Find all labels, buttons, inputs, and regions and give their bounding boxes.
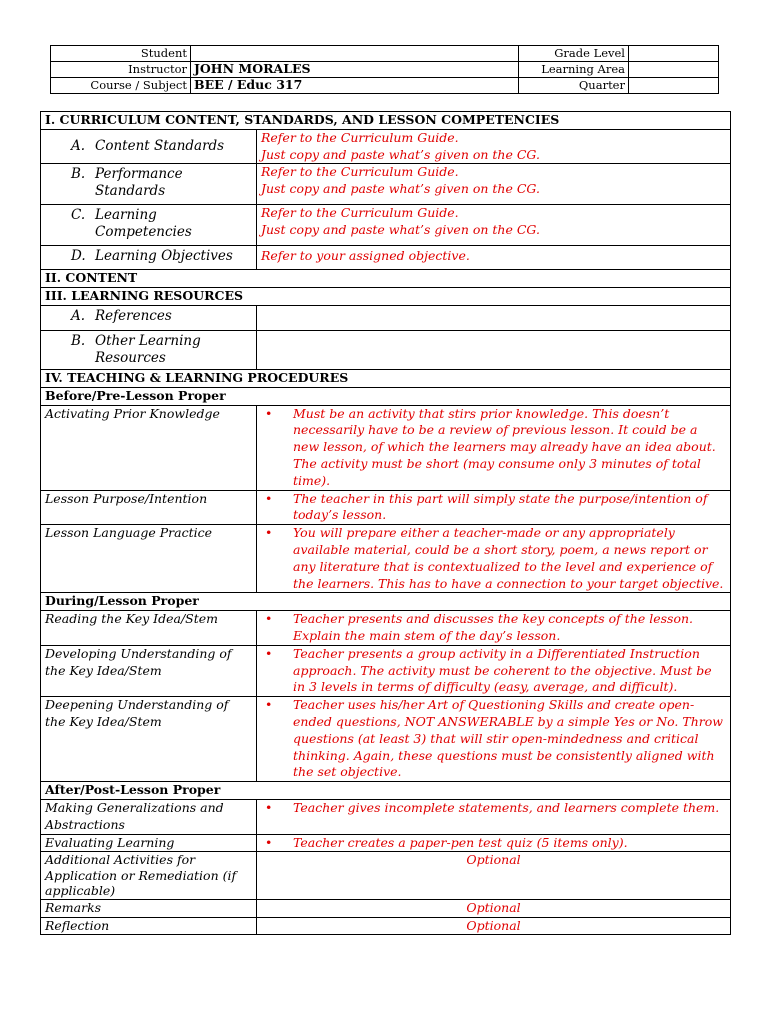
references-value[interactable] (257, 305, 731, 330)
guide-line: Refer to your assigned objective. (261, 248, 470, 264)
course-label: Course / Subject (51, 78, 191, 94)
bullet-item (261, 835, 726, 852)
procedure-label: Additional Activities for Application or Remediation (if applicable) (41, 852, 257, 900)
procedure-label: Evaluating Learning (41, 834, 257, 852)
section-row (41, 782, 731, 800)
procedure-text: Teacher presents a group activity in a Differentiated Instruction approach. The activity must be coherent to the objective. Must be in 3 levels in terms of difficulty (easy, average, and difficult). (293, 645, 712, 695)
table-row (41, 852, 731, 900)
bullet-icon: • (265, 611, 273, 627)
performance-standards-cell (41, 164, 257, 205)
guide-line: Refer to the Curriculum Guide. (261, 205, 459, 221)
quarter-label: Quarter (519, 78, 629, 94)
bullet-icon: • (265, 490, 273, 506)
procedure-guide (257, 490, 731, 525)
guide-line: Just copy and paste what’s given on the CG. (261, 146, 540, 162)
table-row (41, 834, 731, 852)
references-label: References (95, 307, 172, 324)
header-info-table (50, 45, 719, 94)
bullet-item (261, 406, 726, 490)
item-letter: D. (71, 248, 86, 265)
header-row-instructor (51, 62, 719, 78)
header-row-student (51, 46, 719, 62)
bullet-item (261, 525, 726, 592)
bullet-item (261, 800, 726, 817)
procedure-guide (257, 697, 731, 782)
procedure-text: Teacher gives incomplete statements, and learners complete them. (293, 799, 720, 815)
table-row (41, 525, 731, 593)
optional-text: Optional (257, 917, 731, 935)
section-row (41, 288, 731, 306)
table-row (41, 917, 731, 935)
course-value[interactable]: BEE / Educ 317 (191, 78, 519, 94)
content-standards-guide (257, 129, 731, 164)
pre-lesson-title: Before/Pre-Lesson Proper (41, 387, 731, 405)
lesson-plan-table (40, 111, 731, 935)
performance-standards-guide (257, 164, 731, 205)
procedure-text: Teacher uses his/her Art of Questioning Skills and create open-ended questions, NOT ANSWERABLE by a simple Yes or No. Throw questions (at least 3) that will stir open-mindedness and critical thinking. Again, these questions must be consistently aligned with the set objective. (293, 697, 723, 780)
bullet-icon: • (265, 697, 273, 713)
learning-area-value[interactable] (629, 62, 719, 78)
table-row (41, 645, 731, 696)
procedure-guide (257, 405, 731, 490)
table-row (41, 129, 731, 164)
learning-area-label: Learning Area (519, 62, 629, 78)
procedure-guide (257, 834, 731, 852)
procedure-text: You will prepare either a teacher-made or any appropriately available material, could be a short story, poem, a news report or any literature that is contextualized to the level and experience of the learners. This has to have a connection to your target objective. (293, 525, 724, 591)
guide-line: Refer to the Curriculum Guide. (261, 129, 459, 145)
optional-text: Optional (257, 852, 731, 900)
sub-item (45, 164, 252, 202)
item-letter: A. (71, 137, 86, 154)
section-row (41, 270, 731, 288)
learning-competencies-cell (41, 205, 257, 246)
sub-item (45, 331, 252, 369)
instructor-value[interactable]: JOHN MORALES (191, 62, 519, 78)
item-letter: B. (71, 332, 86, 349)
table-row (41, 405, 731, 490)
bullet-icon: • (265, 834, 273, 850)
procedure-guide (257, 525, 731, 593)
sub-item (45, 246, 252, 267)
procedure-text: The teacher in this part will simply state the purpose/intention of today’s lesson. (293, 490, 708, 523)
references-cell (41, 305, 257, 330)
procedure-label: Making Generalizations and Abstractions (41, 799, 257, 834)
post-lesson-title: After/Post-Lesson Proper (41, 782, 731, 800)
student-value[interactable] (191, 46, 519, 62)
table-row (41, 490, 731, 525)
instructor-label: Instructor (51, 62, 191, 78)
bullet-icon: • (265, 405, 273, 421)
learning-competencies-label: Learning Competencies (95, 207, 192, 241)
item-letter: C. (71, 207, 86, 224)
table-row (41, 305, 731, 330)
bullet-item (261, 697, 726, 781)
content-standards-label: Content Standards (95, 137, 225, 154)
bullet-item (261, 611, 726, 645)
section-content-title: II. CONTENT (41, 270, 731, 288)
bullet-icon: • (265, 525, 273, 541)
guide-line: Refer to the Curriculum Guide. (261, 164, 459, 180)
header-row-course (51, 78, 719, 94)
sub-item (45, 130, 252, 157)
section-row (41, 112, 731, 130)
section-row (41, 593, 731, 611)
quarter-value[interactable] (629, 78, 719, 94)
procedure-label: Reading the Key Idea/Stem (41, 611, 257, 646)
guide-line: Just copy and paste what’s given on the CG. (261, 222, 540, 238)
section-curriculum-title: I. CURRICULUM CONTENT, STANDARDS, AND LESSON COMPETENCIES (41, 112, 731, 130)
procedure-text: Teacher presents and discusses the key concepts of the lesson. Explain the main stem of the day’s lesson. (293, 611, 694, 643)
remarks-label: Remarks (41, 899, 257, 917)
learning-objectives-cell (41, 246, 257, 270)
table-row (41, 330, 731, 369)
procedure-label: Lesson Language Practice (41, 525, 257, 593)
during-lesson-title: During/Lesson Proper (41, 593, 731, 611)
procedure-label: Activating Prior Knowledge (41, 405, 257, 490)
learning-objectives-guide (257, 246, 731, 270)
bullet-item (261, 646, 726, 696)
bullet-item (261, 491, 726, 525)
content-standards-cell (41, 129, 257, 164)
table-row (41, 246, 731, 270)
table-row (41, 899, 731, 917)
procedure-guide (257, 799, 731, 834)
bullet-icon: • (265, 799, 273, 815)
other-resources-value[interactable] (257, 330, 731, 369)
table-row (41, 611, 731, 646)
grade-level-value[interactable] (629, 46, 719, 62)
section-resources-title: III. LEARNING RESOURCES (41, 288, 731, 306)
section-row (41, 387, 731, 405)
sub-item (45, 205, 252, 243)
learning-objectives-label: Learning Objectives (95, 248, 233, 265)
sub-item (45, 306, 252, 327)
table-row (41, 205, 731, 246)
procedure-label: Lesson Purpose/Intention (41, 490, 257, 525)
bullet-icon: • (265, 645, 273, 661)
grade-level-label: Grade Level (519, 46, 629, 62)
procedure-text: Teacher creates a paper-pen test quiz (5 items only). (293, 834, 628, 850)
procedure-guide (257, 645, 731, 696)
table-row (41, 697, 731, 782)
procedure-label: Deepening Understanding of the Key Idea/Stem (41, 697, 257, 782)
item-letter: A. (71, 307, 86, 324)
procedure-guide (257, 611, 731, 646)
section-row (41, 369, 731, 387)
item-letter: B. (71, 166, 86, 183)
table-row (41, 799, 731, 834)
other-resources-cell (41, 330, 257, 369)
student-label: Student (51, 46, 191, 62)
optional-text: Optional (257, 899, 731, 917)
learning-competencies-guide (257, 205, 731, 246)
other-resources-label: Other Learning Resources (95, 332, 201, 366)
guide-line: Just copy and paste what’s given on the CG. (261, 181, 540, 197)
table-row (41, 164, 731, 205)
performance-standards-label: Performance Standards (95, 166, 183, 200)
procedure-label: Developing Understanding of the Key Idea/Stem (41, 645, 257, 696)
reflection-label: Reflection (41, 917, 257, 935)
procedure-text: Must be an activity that stirs prior knowledge. This doesn’t necessarily have to be a review of previous lesson. It could be a new lesson, of which the learners may already have an idea about. The activity must be short (may consume only 3 minutes of total time). (293, 405, 716, 488)
section-procedures-title: IV. TEACHING & LEARNING PROCEDURES (41, 369, 731, 387)
